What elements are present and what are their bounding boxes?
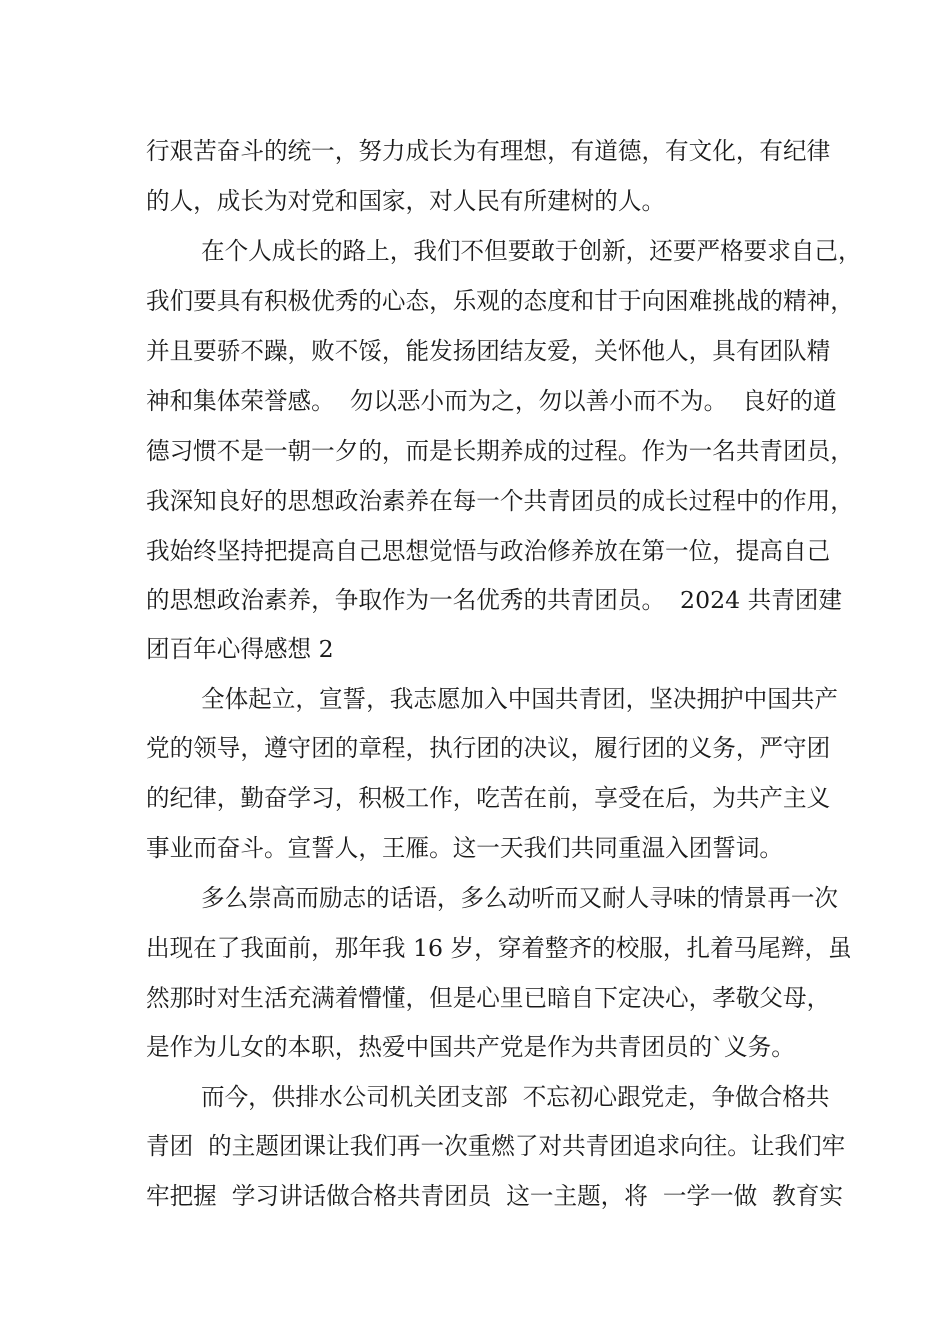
text-line: 青团 的主题团课让我们再一次重燃了对共青团追求向往。让我们牢 — [146, 1132, 846, 1160]
text-line: 的人，成长为对党和国家，对人民有所建树的人。 — [146, 187, 666, 215]
paragraph-start-line: 全体起立，宣誓，我志愿加入中国共青团，坚决拥护中国共产 — [201, 685, 839, 713]
text-line: 行艰苦奋斗的统一，努力成长为有理想，有道德，有文化，有纪律 — [146, 137, 831, 165]
text-line: 的思想政治素养，争取作为一名优秀的共青团员。 2024 共青团建 — [146, 586, 842, 614]
text-line: 的纪律，勤奋学习，积极工作，吃苦在前，享受在后，为共产主义 — [146, 784, 831, 812]
text-line: 是作为儿女的本职，热爱中国共产党是作为共青团员的`义务。 — [146, 1033, 795, 1061]
text-line: 党的领导，遵守团的章程，执行团的决议，履行团的义务，严守团 — [146, 734, 831, 762]
paragraph-start-line: 而今，供排水公司机关团支部 不忘初心跟党走，争做合格共 — [201, 1083, 830, 1111]
text-line: 我深知良好的思想政治素养在每一个共青团员的成长过程中的作用， — [146, 487, 854, 515]
text-line: 我们要具有积极优秀的心态，乐观的态度和甘于向困难挑战的精神， — [146, 287, 854, 315]
text-line: 神和集体荣誉感。 勿以恶小而为之，勿以善小而不为。 良好的道 — [146, 387, 837, 415]
text-line: 事业而奋斗。宣誓人，王雁。这一天我们共同重温入团誓词。 — [146, 834, 784, 862]
section-title-line: 团百年心得感想 2 — [146, 635, 334, 663]
text-line: 我始终坚持把提高自己思想觉悟与政治修养放在第一位，提高自己 — [146, 537, 831, 565]
text-line: 德习惯不是一朝一夕的，而是长期养成的过程。作为一名共青团员， — [146, 437, 854, 465]
text-line: 出现在了我面前，那年我 16 岁，穿着整齐的校服，扎着马尾辫，虽 — [146, 934, 852, 962]
text-line: 并且要骄不躁，败不馁，能发扬团结友爱，关怀他人，具有团队精 — [146, 337, 831, 365]
text-line: 然那时对生活充满着懵懂，但是心里已暗自下定决心，孝敬父母， — [146, 984, 831, 1012]
paragraph-start-line: 多么崇高而励志的话语，多么动听而又耐人寻味的情景再一次 — [201, 884, 839, 912]
text-line: 牢把握 学习讲话做合格共青团员 这一主题，将 一学一做 教育实 — [146, 1182, 844, 1210]
paragraph-start-line: 在个人成长的路上，我们不但要敢于创新，还要严格要求自己， — [201, 237, 862, 265]
